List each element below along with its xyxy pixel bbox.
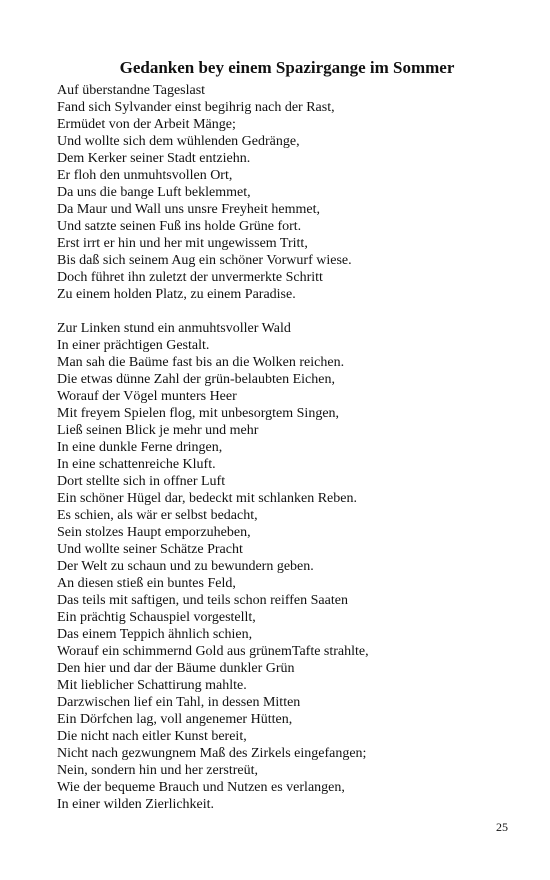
verse-line: Nein, sondern hin und her zerstreüt,: [57, 763, 258, 778]
verse-line: In einer prächtigen Gestalt.: [57, 338, 210, 353]
verse-line: In eine dunkle Ferne dringen,: [57, 440, 223, 455]
verse-line: Den hier und dar der Bäume dunkler Grün: [57, 661, 295, 676]
verse-line: Ein schöner Hügel dar, bedeckt mit schlanken Reben.: [57, 491, 357, 506]
verse-line: Fand sich Sylvander einst begihrig nach der Rast,: [57, 100, 335, 115]
verse-line: Darzwischen lief ein Tahl, in dessen Mitten: [57, 695, 301, 710]
verse-line: Der Welt zu schaun und zu bewundern geben.: [57, 559, 314, 574]
verse-line: Doch führet ihn zuletzt der unvermerkte Schritt: [57, 270, 323, 285]
verse-line: Dort stellte sich in offner Luft: [57, 474, 226, 489]
verse-line: Die nicht nach eitler Kunst bereit,: [57, 729, 247, 744]
verse-line: Das einem Teppich ähnlich schien,: [57, 627, 253, 642]
verse-line: An diesen stieß ein buntes Feld,: [57, 576, 236, 591]
verse-line: Ließ seinen Blick je mehr und mehr: [57, 423, 259, 438]
verse-line: Und wollte sich dem wühlenden Gedränge,: [57, 134, 300, 149]
verse-line: Ermüdet von der Arbeit Mänge;: [57, 117, 236, 132]
verse-line: Worauf ein schimmernd Gold aus grünemTafte strahlte,: [57, 644, 369, 659]
verse-line: Das teils mit saftigen, und teils schon reiffen Saaten: [57, 593, 348, 608]
verse-line: Zu einem holden Platz, zu einem Paradise.: [57, 287, 296, 302]
verse-line: In einer wilden Zierlichkeit.: [57, 797, 215, 812]
verse-line: Und wollte seiner Schätze Pracht: [57, 542, 243, 557]
verse-line: Mit freyem Spielen flog, mit unbesorgtem Singen,: [57, 406, 340, 421]
verse-line: Da Maur und Wall uns unsre Freyheit hemmet,: [57, 202, 321, 217]
verse-line: Bis daß sich seinem Aug ein schöner Vorwurf wiese.: [57, 253, 352, 268]
verse-line: Die etwas dünne Zahl der grün-belaubten Eichen,: [57, 372, 335, 387]
poem-title: Gedanken bey einem Spazirgange im Sommer: [119, 58, 455, 77]
stanza: [57, 320, 527, 813]
verse-line: Erst irrt er hin und her mit ungewissem Tritt,: [57, 236, 308, 251]
poem-body: [57, 82, 527, 813]
verse-line: Wie der bequeme Brauch und Nutzen es verlangen,: [57, 780, 345, 795]
stanza: [57, 82, 527, 303]
verse-line: Sein stolzes Haupt emporzuheben,: [57, 525, 251, 540]
verse-line: Dem Kerker seiner Stadt entziehn.: [57, 151, 251, 166]
page-number: 25: [496, 820, 508, 834]
verse-line: Nicht nach gezwungnem Maß des Zirkels eingefangen;: [57, 746, 367, 761]
verse-line: Und satzte seinen Fuß ins holde Grüne fort.: [57, 219, 302, 234]
verse-line: Er floh den unmuhtsvollen Ort,: [57, 168, 233, 183]
verse-line: In eine schattenreiche Kluft.: [57, 457, 216, 472]
verse-line: Auf überstandne Tageslast: [57, 83, 206, 98]
verse-line: Zur Linken stund ein anmuhtsvoller Wald: [57, 321, 291, 336]
verse-line: Man sah die Baüme fast bis an die Wolken reichen.: [57, 355, 345, 370]
verse-line: Ein prächtig Schauspiel vorgestellt,: [57, 610, 256, 625]
verse-line: Mit lieblicher Schattirung mahlte.: [57, 678, 247, 693]
verse-line: Es schien, als wär er selbst bedacht,: [57, 508, 258, 523]
verse-line: Da uns die bange Luft beklemmet,: [57, 185, 251, 200]
verse-line: Worauf der Vögel munters Heer: [57, 389, 237, 404]
verse-line: Ein Dörfchen lag, voll angenemer Hütten,: [57, 712, 293, 727]
